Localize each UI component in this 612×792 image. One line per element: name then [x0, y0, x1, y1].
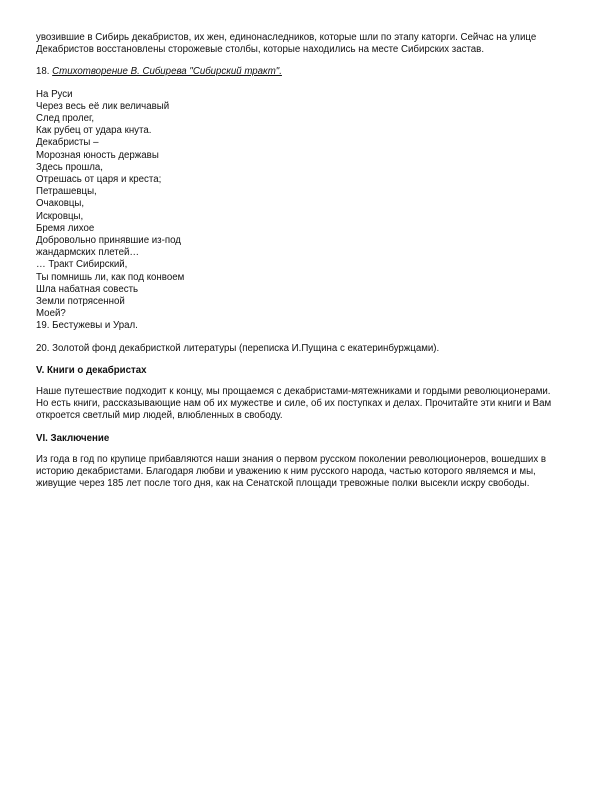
- item-20: 20. Золотой фонд декабристкой литературы (переписка И.Пущина с екатеринбуржцами).: [36, 342, 440, 354]
- section-5-line: откроется светлый мир людей, влюбленных в свободу.: [36, 410, 283, 422]
- section-5-paragraph: [36, 386, 576, 423]
- poem-line: Через весь её лик величавый: [36, 100, 170, 112]
- poem-line: Декабристы –: [36, 137, 99, 149]
- poem-block: [36, 89, 576, 321]
- poem-line: Морозная юность державы: [36, 149, 159, 161]
- poem-line: Петрашевцы,: [36, 186, 97, 198]
- poem-line: Бремя лихое: [36, 222, 95, 234]
- item-18-number: 18.: [36, 66, 50, 78]
- section-6-line: живущие через 185 лет после того дня, как на Сенатской площади тревожные полки высекли искру свободы.: [36, 478, 530, 490]
- item-18: [36, 66, 576, 78]
- section-6-line: Из года в год по крупице прибавляются наши знания о первом русском поколении революционеров, вошедших в: [36, 453, 547, 465]
- poem-line: Земли потрясенной: [36, 296, 125, 308]
- poem-line: Моей?: [36, 308, 66, 320]
- poem-line: Здесь прошла,: [36, 161, 103, 173]
- poem-line: Шла набатная совесть: [36, 283, 139, 295]
- document-page: [36, 32, 576, 501]
- item-19: 19. Бестужевы и Урал.: [36, 320, 138, 332]
- section-6-heading: VI. Заключение: [36, 432, 110, 444]
- intro-line: увозившие в Сибирь декабристов, их жен, единонаследников, которые шли по этапу каторги. Сейчас на улице: [36, 32, 537, 43]
- poem-line: Искровцы,: [36, 210, 84, 222]
- poem-line: жандармских плетей…: [36, 247, 140, 259]
- poem-line: Ты помнишь ли, как под конвоем: [36, 271, 185, 283]
- poem-line: Отрешась от царя и креста;: [36, 174, 162, 186]
- section-5-heading: V. Книги о декабристах: [36, 364, 147, 376]
- section-6-paragraph: [36, 454, 576, 491]
- poem-line: На Руси: [36, 88, 73, 100]
- poem-line: След пролег,: [36, 113, 95, 125]
- poem-line: … Тракт Сибирский,: [36, 259, 128, 271]
- section-5-line: Наше путешествие подходит к концу, мы прощаемся с декабристами-мятежниками и гордыми революционерами.: [36, 386, 551, 398]
- intro-paragraph: [36, 32, 576, 56]
- section-5-line: Но есть книги, рассказывающие нам об их мужестве и силе, об их поступках и делах. Прочитайте эти книги и Вам: [36, 398, 552, 410]
- poem-line: Добровольно принявшие из-под: [36, 235, 181, 247]
- poem-line: Как рубец от удара кнута.: [36, 125, 152, 137]
- intro-line: Декабристов восстановлены сторожевые столбы, которые находились на месте Сибирских застав.: [36, 44, 485, 56]
- poem-title-link[interactable]: Стихотворение В. Сибирева "Сибирский тракт".: [52, 66, 282, 78]
- section-6-line: историю декабристами. Благодаря любви и уважению к ним русского народа, частью которого являемся и мы,: [36, 466, 536, 478]
- poem-line: Очаковцы,: [36, 198, 85, 210]
